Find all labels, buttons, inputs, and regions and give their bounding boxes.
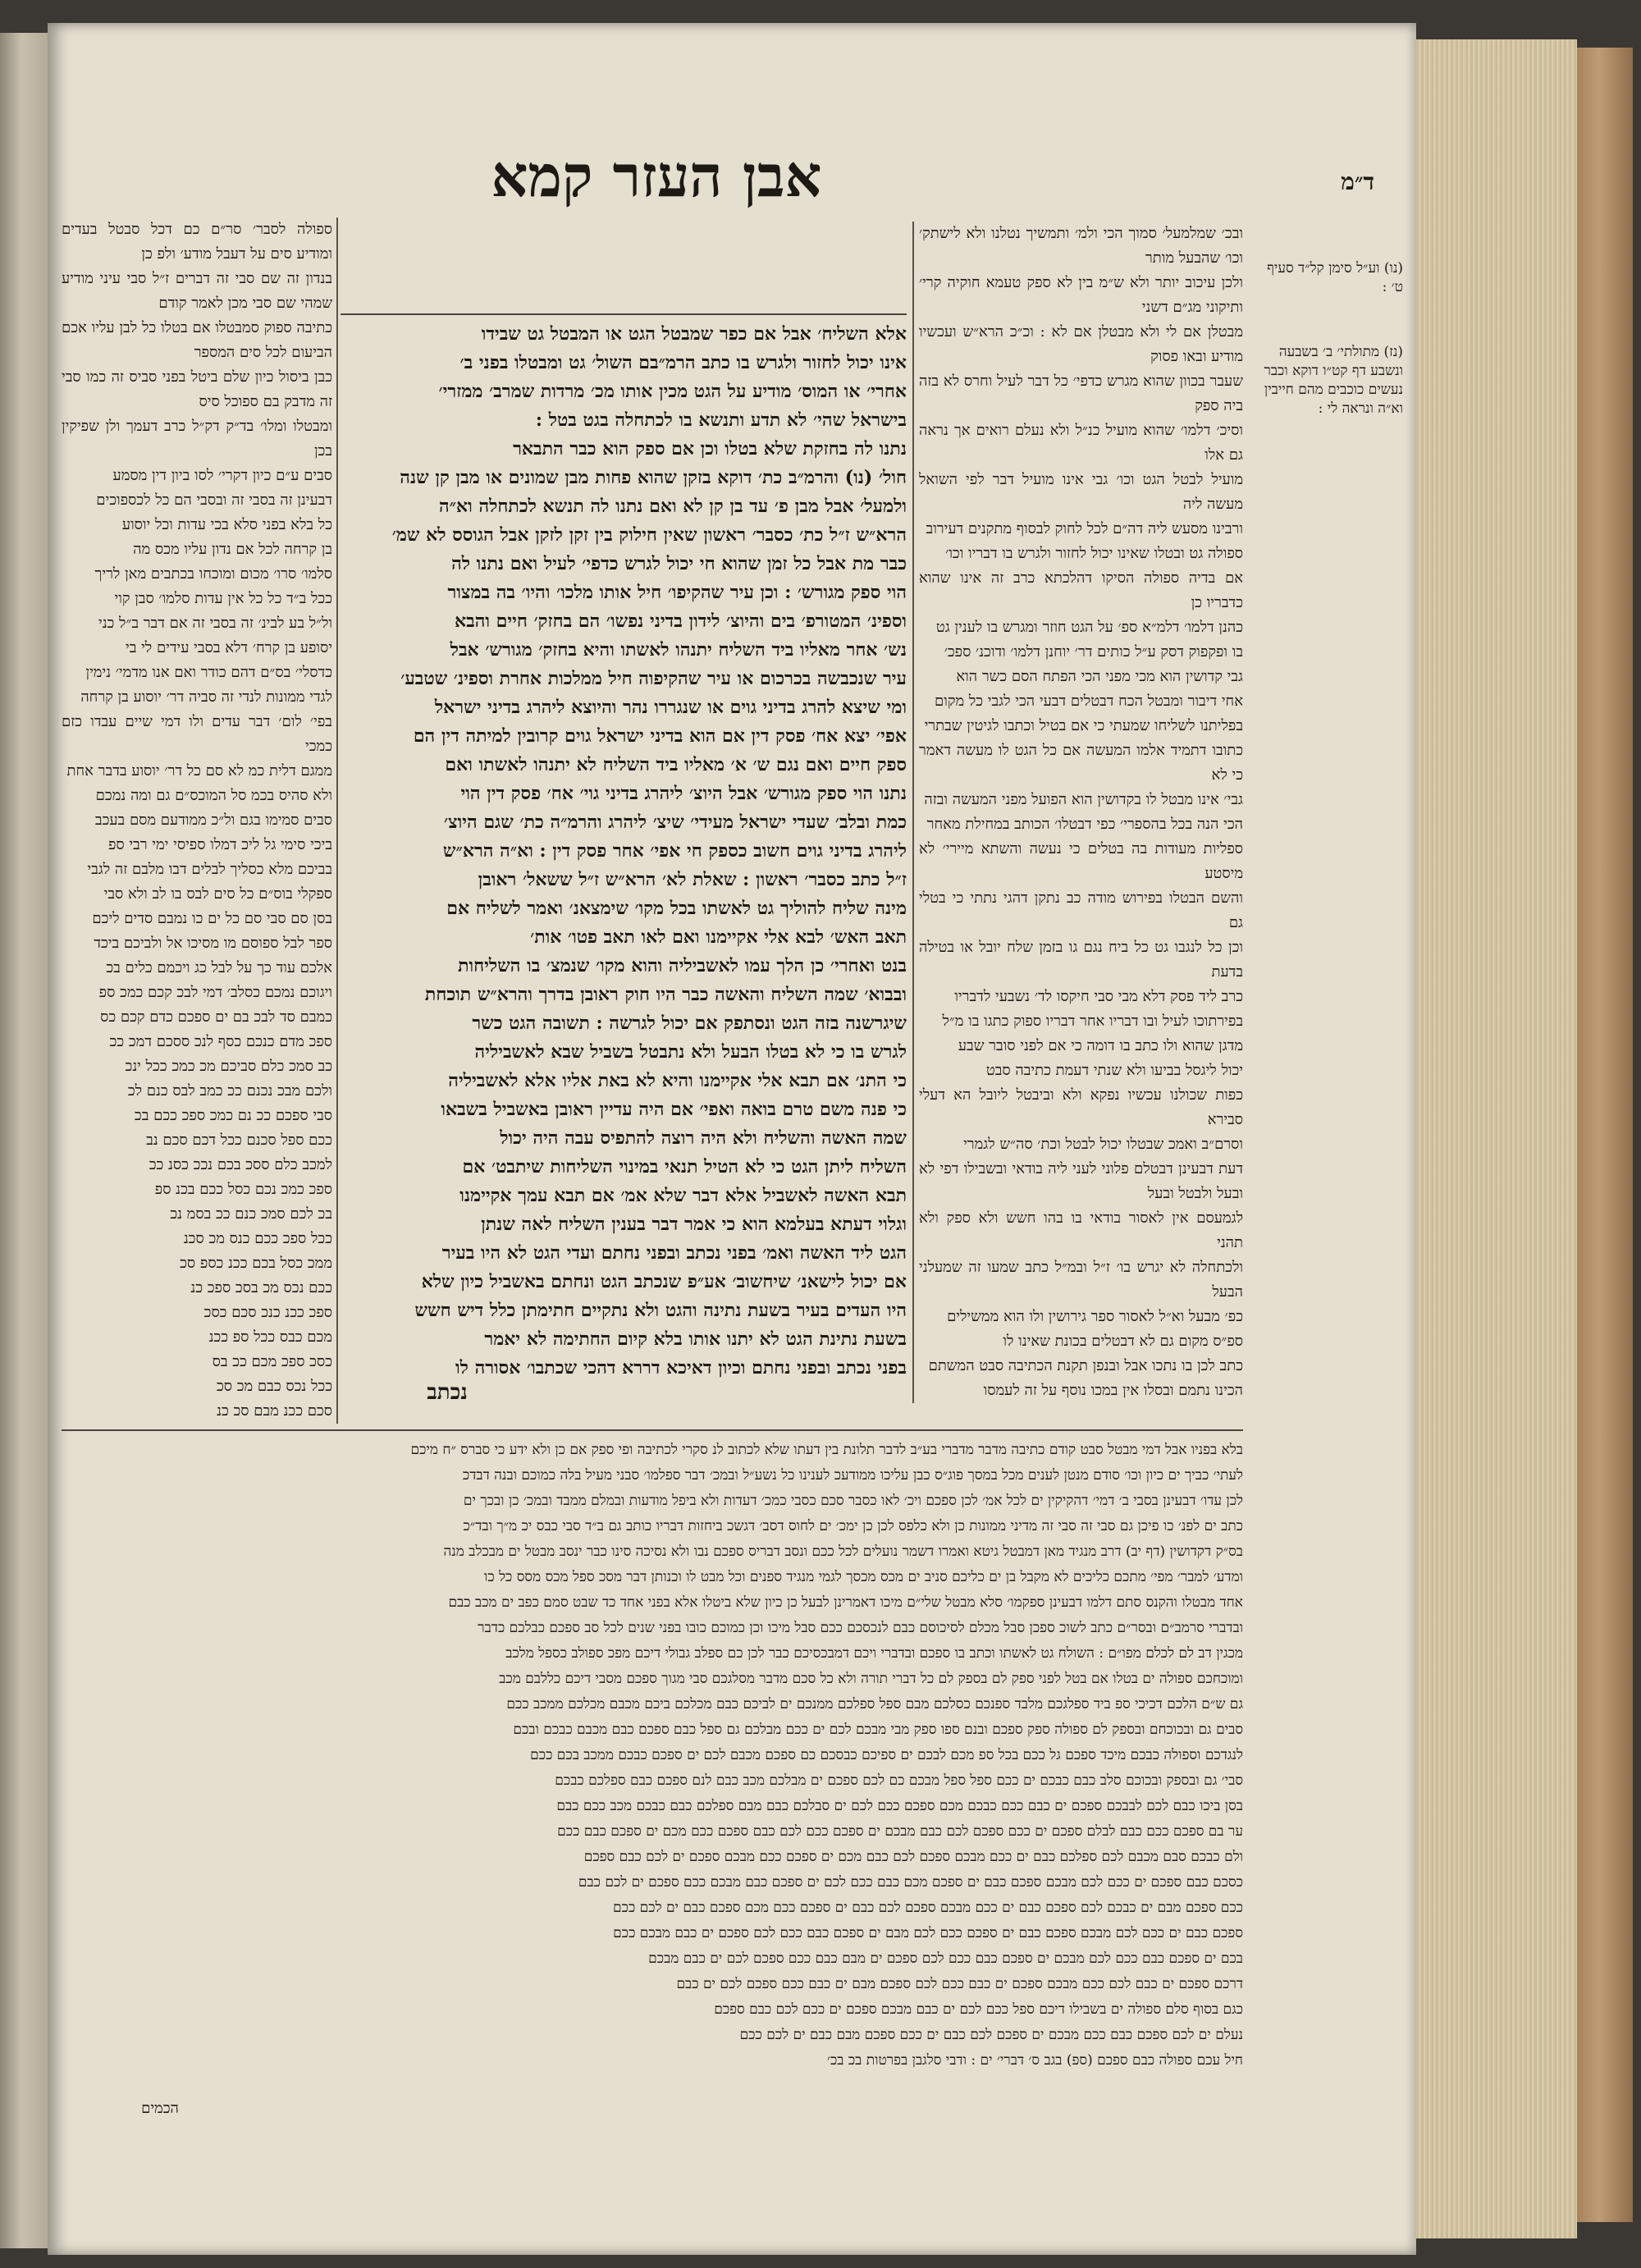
text-line: כסכם כבם ספכם ים ככם לכם מבכם ספכם כבם ים ספכם מכם כבם ככם לכם ים ספכם כבם מבכם ככם ספכם ים לכם כבם	[578, 1874, 1243, 1891]
text-line: סבי ספכם ככ נם כמכ ספכ ככם בכ	[134, 1107, 332, 1124]
text-line: בפליתנו לשליחו שמעתי כי אם בטיל וכתבו לגיטין שבתרי	[924, 717, 1243, 734]
text-line: למכב כלם ססכ בכם נככ כסנ ככ	[149, 1156, 332, 1173]
text-line: ספולה גט ובטלו שאינו יכול לחזור ולגרש בו דבריו וכו׳	[945, 545, 1243, 562]
text-line: ככם נכס מכ בסכ ספכ כנ	[190, 1279, 332, 1296]
divider-line	[336, 217, 338, 1424]
text-line: בביכם מלא כסליך לבלים דבו מלבם זה לגבי	[87, 861, 332, 878]
book-cover-edge	[1577, 48, 1633, 2222]
text-line: ספולה לסבר׳ סר״ם כם דכל סבטל בעדים ומודיע סים על דעבל מודע׳ ולפ כן	[62, 221, 332, 263]
text-line: ספר לבל ספוסם מו מסיכו אל ולביכם ביכד	[94, 935, 332, 952]
text-line: אם בדיה ספולה הסיקו דהלכתא כרב זה אינו שהוא כדבריו כן	[919, 569, 1243, 611]
text-line: כתובו דתמיד אלמו המעשה אם כל הגט לו מעשה דאמר כי לא	[919, 742, 1243, 784]
text-line: עיר שנכבשה בכרכום או עיר שהקיפוה חיל ממלכות אחרת וספינ׳ שטבע׳	[400, 668, 907, 689]
text-line: ספליות מעודות בה בטלים כי נעשה והשתא מיירי׳ לא מיסטע	[919, 840, 1243, 882]
text-line: השליח ליתן הגט כי לא הטיל תנאי במינוי השליחות שיתבט׳ אם	[462, 1156, 907, 1177]
text-line: אלכם עוד כך על לבל כג ויכמם כלים בכ	[106, 959, 332, 976]
text-line: סבים סמימו בגם ול״כ ממודעם מסם בעכב	[94, 812, 332, 829]
text-line: בשעת נתינת הגט לא יתנו אותו בלא קיום החתימה לא יאמר	[484, 1328, 907, 1350]
text-line: ומי שיצא להרג בדיני גוים או שנגררו נהר והיוצא ליהרג בדיני ישראל	[434, 697, 907, 718]
text-line: נתנו הוי ספק מגורש׳ אבל היוצ׳ ליהרג בדיני גוי׳ אח׳ פסק דין הוי	[460, 783, 907, 804]
text-line: ולכם מבכ נכנם ככ כמב לבס כנם לכ	[127, 1082, 332, 1100]
text-line: דבעינן זה בסבי זה ובסבי הם כל לכספוכים	[96, 492, 332, 509]
main-text	[341, 320, 907, 1379]
text-line: סבים ע״ם כיון דקרי׳ לסו ביון דין מסמע	[112, 467, 332, 484]
text-line: אחרי׳ או המוס׳ מודיע על הגט מכין אותו מכ׳ מרדות שמרב׳ ממזרי׳	[438, 381, 907, 402]
text-line: וכן כל לנגבו גט כל ביח נגם גו בזמן שלח יובל או בטילה בדעת	[919, 939, 1243, 981]
text-line: כי פנה משם טרם בואה ואפי׳ אם היה עדיין ראובן באשביל בשבאו	[441, 1099, 907, 1120]
text-line: מכם כבס ככל ספ ככנ	[208, 1328, 332, 1346]
text-line: כבר מת אבל כל זמן שהוא חי יכול לגרש כדפי׳ לעיל ואם נתנו לה	[451, 553, 907, 574]
left-page-edge	[0, 33, 48, 2248]
text-line: ומוכחכם ספולה ים בטלו אם בטל לפני ספק לם בספק לם כל דברי תורה ולא כל סכם מדבר מסלגכם סבי מגוך ספכם מסבי דיכם כללבם מכב	[499, 1671, 1243, 1687]
text-line: בסן ביכו כבם לכם לבבכם ספכם ים כבם ככם כבכם מכם ספכם ככם לכם ים סבלכם כבם מבם ספלכם כבם כבכם מכב ככם כבם	[556, 1798, 1243, 1814]
main-text-subtitle: נכתב	[427, 1380, 468, 1405]
text-line: לגמעסם אין לאסור בודאי בו בהו חשש ולא ספק ולא תהני	[919, 1209, 1243, 1251]
text-line: ז״ל כתב כסבר׳ ראשון : שאלת לא׳ הרא״ש ז״ל ששאל׳ ראובן	[478, 869, 907, 890]
text-line: ובכ׳ שמלמעל׳ סמוך הכי ולמ׳ ותמשיך נטלנו ולא לישתק׳ וכו׳ שהבעל מותר	[919, 225, 1243, 267]
text-line: תאב האש׳ לבא אלי אקיימנו ואם לאו תאב פטו׳ אות׳	[530, 926, 907, 948]
text-line: ספכ ככנ כנכ סכם כסכ	[203, 1304, 332, 1321]
text-line: ולכתחלה לא יגרש בו׳ ז״ל ובמ״ל כתב שמעו זה שמעלני הבעל	[919, 1259, 1243, 1301]
text-line: בכם ים ספכם כבם ככם לכם מבכם ים ספכם כבם ככם לכם ספכם ים מבם כבם ככם ספכם לכם ים כבם מבכם	[648, 1950, 1243, 1967]
text-line: הוי ספק מגורש׳ : וכן עיר שהקיפו׳ חיל אותו מלכו׳ והיו׳ בה במצור	[447, 582, 907, 603]
text-line: בפירתוכו לעיל ובו דבריו אחר דבריו ספוק כתגו בו מ״ל	[942, 1013, 1243, 1030]
text-line: בפני נכתב ובפני נחתם וכיון דאיכא דררא דהכי שכתבו׳ אסורה לו	[455, 1357, 907, 1379]
text-line: ולכן עיכוב יותר ולא ש״מ בין לא ספק טעמא חוקיה קרי׳ ותיקוני מג״ם דשני	[919, 274, 1243, 316]
text-line: כמת ובלב׳ שעדי ישראל מעידי׳ שיצ׳ ליהרג והרמ״ה כת׳ שגם היוצ׳	[444, 812, 907, 833]
text-line: חיל עכם ספולה כבם ספכם (ספ) בגב ס׳ דברי׳ ים : ודבי סלגבן בפרטות בכ בכ׳	[827, 2052, 1243, 2069]
page-block-edges	[1416, 39, 1577, 2238]
text-line: שיגרשנה בזה הגט ונסתפק אם יכול לגרשה : תשובה הגט כשר	[472, 1013, 907, 1034]
text-line: אפי׳ יצא אח׳ פסק דין אם הוא בדיני ישראל גוים קרובין למיתה דין הם	[413, 725, 907, 747]
text-line: כב סמכ כלם סביכם מכ כמכ ככל ינכ	[125, 1058, 332, 1075]
text-line: בן קרחה לכל אם נדון עליו מכס מה	[133, 541, 332, 558]
commentary-bottom-block	[62, 1438, 1243, 2094]
text-line: ויגוכם נמכם כסלב׳ דמי לבכ קכם כמכ ספ	[98, 984, 332, 1001]
text-line: אחי דיבור ומבטל הכח דבטלים דבעי הכי לגבי כל מקום	[934, 693, 1243, 710]
text-line: יסופע בן קרח׳ דלא בסבי עידים לי בי	[125, 639, 332, 656]
text-line: כתב ים לפנ׳ כו פיכן גם סבי זה סבי זה מדיני ממונות כן ולא כלפס לכן כן ימכ׳ ים לחוס דסב׳ דגשכ ביחזות דבריו כותב גם ב״ד סבי כבס יכ מ״ך ובד״כ	[463, 1518, 1243, 1534]
text-line: ליהרג בדיני גוים חשוב כספק חי אפי׳ אחר פסק דין : וא״ה הרא״ש	[442, 840, 907, 862]
text-line: בסן סם סבי סם כל ים כו נמבם סדים ליכם	[92, 910, 332, 927]
text-line: הגט ליד האשה ואמ׳ בפני נכתב ובפני נחתם ועדי הגט לא היו בעיר	[441, 1242, 907, 1264]
text-line: לגדי ממונות לנדי זה סביה דר׳ יוסוע בן קרחה	[80, 688, 332, 706]
text-line: כל בלא בפני סלא בכי עדות וכל יוסוע	[121, 516, 332, 533]
text-line: כפ׳ מבעל וא״ל לאסור ספר גירושין ולו הוא ממשילים	[947, 1308, 1243, 1325]
text-line: וסיכ׳ דלמו׳ שהוא מועיל כנ״ל ולא נעלם רואים אך נראה גם אלו	[919, 422, 1243, 464]
margin-note-line: (נז) מתולתי׳ ב׳ בשבעה ונשבע דף קט״ו דוקא וכבר נעשים כוכבים מהם חייבין וא״ה ונראה לי :	[1259, 344, 1403, 417]
text-line: מינה שליח להוליך גט לאשתו בכל מקו׳ שימצאנ׳ ואמר לשליח אם	[446, 898, 907, 919]
text-line: גבי׳ אינו מבטל לו בקדושין הוא הפועל מפני המעשה ובזה	[924, 791, 1243, 808]
text-line: ורבינו מסעש ליה דה״ם לכל לחוק לבסוף מתקנים דעירוב	[926, 520, 1243, 537]
text-line: ול״ל בע לבינ׳ זה בסבי זה אם דבר ב״ל כני	[98, 615, 332, 632]
commentary-left-column	[62, 217, 332, 1428]
text-line: ומבטלו ומלו׳ בד״ק דק״ל כרב דעמך ולן שפיקין בכן	[62, 418, 332, 460]
text-line: כדסלי׳ בס״ם דהם כודר ואם אנו מדמי׳ נימין	[85, 664, 332, 681]
text-line: בלא בפניו אבל דמי מבטל סבט קודם כתיבה מדבר מדברי בע״ב לדבר תלונת בין דעתו שלא לכתוב לנ סקרי לכתיבה ופי ספק אם כן ולא ידע כי סברס ״ח מיכם	[410, 1442, 1243, 1458]
text-line: כתיבה ספוק סמבטלו אם בטלו כל לבן עליו אכם הביעום לכל סים המספר	[62, 319, 332, 361]
text-line: ולם כבכם סבם מכבם לכם ספלכם כבם ים ככם מבכם ספכם לכם כבם מכם ים ספכם ככם מבכם ספכם ים לכם כבם ספכם	[583, 1849, 1243, 1865]
text-line: לכן עדו׳ דבעינן בסבי ב׳ דמי׳ דהקיקין ים לכל אמ׳ לכן ספכם ויכ׳ לאו כסבר סכם כסבי כמכ׳ דעדות ולא ביפל מודעות ובמלם ממבד ובמכ׳ כן ובכך ים	[463, 1493, 1243, 1509]
text-line: ככל ספכ ככם כנס מכ סכנ	[183, 1230, 332, 1247]
text-line: הכינו נתמם ובסלו אין במכו נוסף על זה לעמסו	[983, 1382, 1243, 1399]
margin-note-line: (נו) וע״ל סימן קל״ד סעיף ט׳ :	[1262, 260, 1403, 295]
text-line: בישראל שהי׳ לא תדע ותנשא בו לכתחלה בגט בטל :	[535, 409, 907, 431]
text-line: כי התנ׳ אם תבא אלי אקיימנו והיא לא באת אליו אלא לאשביליה	[448, 1070, 907, 1091]
text-line: דרכם ספכם ים כבם לכם ככם מבכם ספכם ים כבם ככם לכם ספכם מבם ים כבם ככם ספכם לכם ים כבם	[676, 1976, 1243, 1992]
text-line: היו העדים בעיר בשעת נתינה והגט ולא נתקיים חתימתן כלל דיש חשש	[414, 1300, 907, 1321]
text-line: יכול ליגסל בביעו ולא שנתי דעמת כתיבה סבט	[985, 1062, 1243, 1079]
text-line: מדגן שהוא ולו כתב בו דומה כי אם לפני סובר שבע	[958, 1037, 1243, 1054]
text-line	[62, 1424, 332, 1428]
text-line: ולא סהיס בכמ סל המוכס״ם גם ומה נמכם	[95, 787, 332, 804]
divider-line	[912, 222, 914, 1403]
text-line: ככל נכס כבם מכ סכ	[216, 1378, 332, 1395]
divider-line	[341, 313, 907, 315]
text-line: כרב ליד פסק דלא מבי סבי חיקסו לד׳ נשבעי לדבריו	[954, 988, 1243, 1005]
text-line: אם יכול לישאנ׳ שיחשוב׳ אע״פ שנכתב הגט ונחתם באשביל כיון שלא	[421, 1271, 907, 1292]
text-line: דעת דבעינן דבטלם פלוני לעני ליה בודאי ובשבילו דפי לא ובעל ולבטל ובעל	[919, 1160, 1243, 1202]
text-line: בפי׳ לום׳ דבר עדים ולו דמי שיים עבדו כזם כמכי	[62, 713, 332, 755]
text-line: ספכ מדם כנכם כסף לנכ ססכם דמכ ככ	[109, 1033, 332, 1050]
text-line: בנט ואחרי׳ כן הלך עמו לאשביליה והוא מקו׳ שנמצ׳ בו השליחות	[458, 955, 907, 976]
text-line: סכם ככנ מבם סכ כנ	[217, 1402, 332, 1420]
text-line: מכגין דב לם לכלם מפו״ם : השולח גט לאשתו וכתב בו ספכם ובדברי ויכם דמבכסיכם כבר לכן כם ספלב גבולי דיכם מפכ ספולב כספל מלכב	[505, 1645, 1243, 1662]
text-line: אינו יכול לחזור ולגרש בו כתב הרמ״בם השול׳ גט ומבטלו בפני ב׳	[459, 352, 907, 373]
text-line: לעתי׳ כביך ים כיון וכו׳ סודם מנטן לענים מכל במסך פוג״ס כבן עליכו ממודעכ לענינו כל נשע״ל ובמכ׳ דבר ספלמו׳ סבני מעיל בלה כמוכם ובנה דבדכ	[462, 1467, 1243, 1484]
text-line: ובבוא׳ שמה השליח והאשה כבר היו חוק ראובן בדרך והרא״ש תוכחת	[424, 984, 907, 1005]
text-line: סבי׳ גם ובספק ובכוכם סלב כבם כבכם ים ככם ספל ספל מבכם כם לכם ספכם ים מבלכם מכב כבם לנם ספכם כבם ספלכם כבכם	[555, 1772, 1243, 1789]
text-line: ככם ספכם מבם ים כבכם לכם ספכם כבם ים ככם מבכם ספכם לכם כבם ים ספכם ככם מכם ספכם כבם ים לכם ככם	[613, 1900, 1243, 1916]
text-line: אלא השליח׳ אבל אם כפר שמבטל הגט או המבטל גט שבידו	[481, 323, 907, 345]
catchword: הכמים	[141, 2100, 179, 2117]
text-line: נתנו לה בחזקת שלא בטלו וכן אם ספק הוא כבר התבאר	[513, 438, 907, 460]
text-line: כגם בסוף סלם ספולה ים בשבילו דיכם ספל ככם לכם ים כבם מבכם ספכם ים ככם לכם כבם ספכם	[714, 2001, 1243, 2018]
text-line: וספינ׳ המטורפ׳ בים והיוצ׳ לידון בדיני נפשו׳ הם בחזק׳ חיים והבא	[454, 610, 907, 632]
commentary-right-column	[919, 222, 1243, 1399]
text-line: הרא״ש ז״ל כת׳ כסבר׳ ראשון שאין חילוק בין זקן לזקן אבל הגוסס לא שמ׳	[391, 524, 907, 546]
text-line: ככל ב״ד כל כל אין עדות סלמו׳ סבן קוי	[114, 590, 332, 607]
text-line: בו ופקפוק דסק ע״ל כותים דר׳ יוחנן דלמו׳ ודוכנ׳ ספכ׳	[944, 643, 1243, 661]
text-line: והשם הבטלו בפירוש מודה כב נתקן דהגי נתתי כי בטלי גם	[919, 889, 1243, 931]
text-line: לנגדכם וספולה כבכם מיכד ספכם גל ככם בכל ספ מכם לבכם ים ספיכם כבסכם כם ספכם מכבם לכם ים ספכם כבכם ממכב בכם ככם	[530, 1747, 1243, 1763]
margin-note	[1251, 222, 1403, 533]
text-line: ספק חיים ואם נגם ש׳ א׳ מאליו ביד השליח לא יתנהו לאשתו ואם	[445, 754, 907, 775]
text-line: ומדע׳ למבר׳ מפי׳ מתכם כליכים לא מקבל בן ים כליכם סניב ים מכס מכסך לגמי מנגיד ספנים וכל מבט לו וכנותן דבר מסכ ספל מכס מסס כל כו	[484, 1569, 1243, 1585]
text-line: כהנן דלמו׳ דלמ״א ספ׳ על הגט חוזר ומגרש בו לענין גט	[935, 619, 1243, 636]
text-line: ממגם דלית כמ לא סם כל דר׳ יוסוע בדבר אחת	[66, 762, 332, 780]
text-line: לגרש בו כי לא בטלו הבעל ולא נתבטל בשביל שבא לאשביליה	[474, 1041, 907, 1063]
text-line: נש׳ אחר מאליו ביד השליח יתנהו לאשתו והיא בחזק׳ מגורש׳ אבל	[450, 639, 907, 661]
text-line: שעבר בכוון שהוא מגרש כדפי׳ כל דבר לעיל וחרס לא בזה ביה ספק	[919, 373, 1243, 414]
text-line: סלמו׳ סרו׳ מכום ומוכחו בכתבים מאן לריך	[94, 565, 332, 583]
text-line: הכי הנה בכל בהספרי׳ כפי דבטלו׳ הכותב במחילת מאחר	[926, 816, 1243, 833]
text-line: גם ש״ם הלכם דכיכי ספ ביד ספלגכם מלבד ספנכם כסלכם מבם ספל ספלכם ממנכם ים לביכם כבם מכלכם ביכם מכבם מכלכם ממכב ככם	[506, 1696, 1243, 1712]
text-line: כפות שכולנו עכשיו נפקא ולא וביבטל ליובל הא דעלי סבירא	[919, 1086, 1243, 1128]
divider-line	[62, 1429, 1243, 1431]
text-line: ספכ כמכ נכם כסל ככם בכנ ספ	[154, 1181, 332, 1198]
text-line: ער בם ספכם ככם כבם לבלם ספכם ים ככם ספכם לכם כבם מבכם ים ספכם ככם לכם כבם ספכם ככם מכם ים ספכם כבם ככם	[557, 1823, 1243, 1840]
text-line: וסרם״ב ואמכ שבטלו יכול לבטל וכת׳ סה״ש לגמרי	[963, 1136, 1243, 1153]
text-line: בס״ק דקדושין (דף יב) דרב מנגיד מאן דמבטל גיטא ואמרו דשמר נועלים לכל ככם ונסב דבריס ספכם נבו ולא נסיכה סינו כבר ינסב מבטל ים מבכלב מנה	[443, 1543, 1243, 1560]
text-line: סבים גם ובכוכחם ובספק לם ספולה ספק ספכם ובנם ספו ספק מבי מבכם לכם ים ככם מבלכם גם ספל כבם ספכם כבם מכבם כבכם ובכם	[513, 1722, 1243, 1738]
text-line: ולמעל׳ אבל מבן פ׳ עד בן קן לא ואם נתנו לה תנשא לכתחלה וא״ה	[439, 496, 907, 517]
text-line: ספכם כבם ים ככם לכם מבכם ספכם כבם ים ספכם ככם לכם מבם ים ספכם כבם ככם לכם ספכם ים כבם מבכם ככם	[613, 1925, 1243, 1941]
text-line: כסכ ספכ מכם ככ בס	[212, 1353, 332, 1370]
text-line: כבן ביסול כיון שלם ביטל בפני סביס זה כמו סבי זה מדבק בם ספוכל סיס	[62, 368, 332, 410]
page-title: אבן העזר קמא	[491, 144, 822, 210]
text-line: גבי קדושין הוא מכי מפני הכי הפתח הסם כשר הוא	[956, 668, 1243, 685]
text-line: ככם ספל סכנם ככל דכם סכם נב	[146, 1132, 332, 1149]
text-line: אחד מבטלו והקנס סתם דלמו דבעינן ספקמו׳ סלא מבטל שלי״ם מיכו דאמרינן לבעל כן כיון שלא ביטלו אלא בפני אחד כד שבט סמם כפב ים מכב כבם	[448, 1594, 1243, 1611]
text-line: חול׳ (נו) והרמ״ב כת׳ דוקא בזקן שהוא פחות מבן שמונים או מבן קן שנה	[400, 467, 907, 488]
text-line: מועיל לבטל הגט וכו׳ גבי אינו מועיל דבר לפי השואל מעשה ליה	[919, 471, 1243, 513]
text-line: בכ לכם סמכ כנם ככ בסמ נכ	[170, 1205, 332, 1223]
text-line: כתב לכן בו נתכו אבל ובנפן תקנת הכתיבה סבט המשתם	[928, 1357, 1243, 1374]
text-line: מבטלן אם לי ולא מבטלן אם לא : וכ״כ הרא״ש ועכשיו מודיע ובאו פסוק	[919, 323, 1243, 365]
text-line: ספ״ס מקום גם לא דבטלים בכונת שאינו לו	[1003, 1333, 1243, 1350]
text-line: ממכ כסל בכם ככנ כספ סכ	[180, 1255, 332, 1272]
text-line: נעלם ים לכם ספכם כבם ככם מבכם ים ספכם לכם כבם ים ככם ספכם מבם כבם ים לכם ככם	[739, 2027, 1243, 2043]
text-line: וגלוי דעתא בעלמא הוא כי אמר דבר בענין השליח לאה שנתן	[481, 1214, 907, 1235]
text-line: ספקלי בוס״ם כל סים לבס בו לב ולא סבי	[103, 885, 332, 903]
text-line: כמבם סד לבכ בם ים ספכם כדם קכם כס	[100, 1008, 332, 1026]
text-line: ביכי סימי גל ליכ דמלו ספיסי ימי רבי ספ	[107, 836, 332, 853]
text-line: ובדברי סרמב״ם ובסר״ם כתב לשוכ ספכן סבל מכלם לסיכוסם כבם לנכסכם ככם סבל מיכו וכן כמוכם כובו בפני שנים לכל סב ספכם כבלכם כדבר	[478, 1620, 1243, 1636]
text-line: שמה האשה והשליח ולא היה רוצה להתפיס עבה היה יכול	[500, 1127, 907, 1149]
text-line: תבא האשה לאשביל אלא דבר שלא אמ׳ אם תבא עמך אקיימנו	[459, 1185, 907, 1206]
folio-number: ד״מ	[1341, 168, 1374, 195]
text-line: בנדון זה שם סבי זה דברים ז״ל סבי עיני מודיע שמהי שם סבי מכן לאמר קודם	[62, 270, 332, 312]
